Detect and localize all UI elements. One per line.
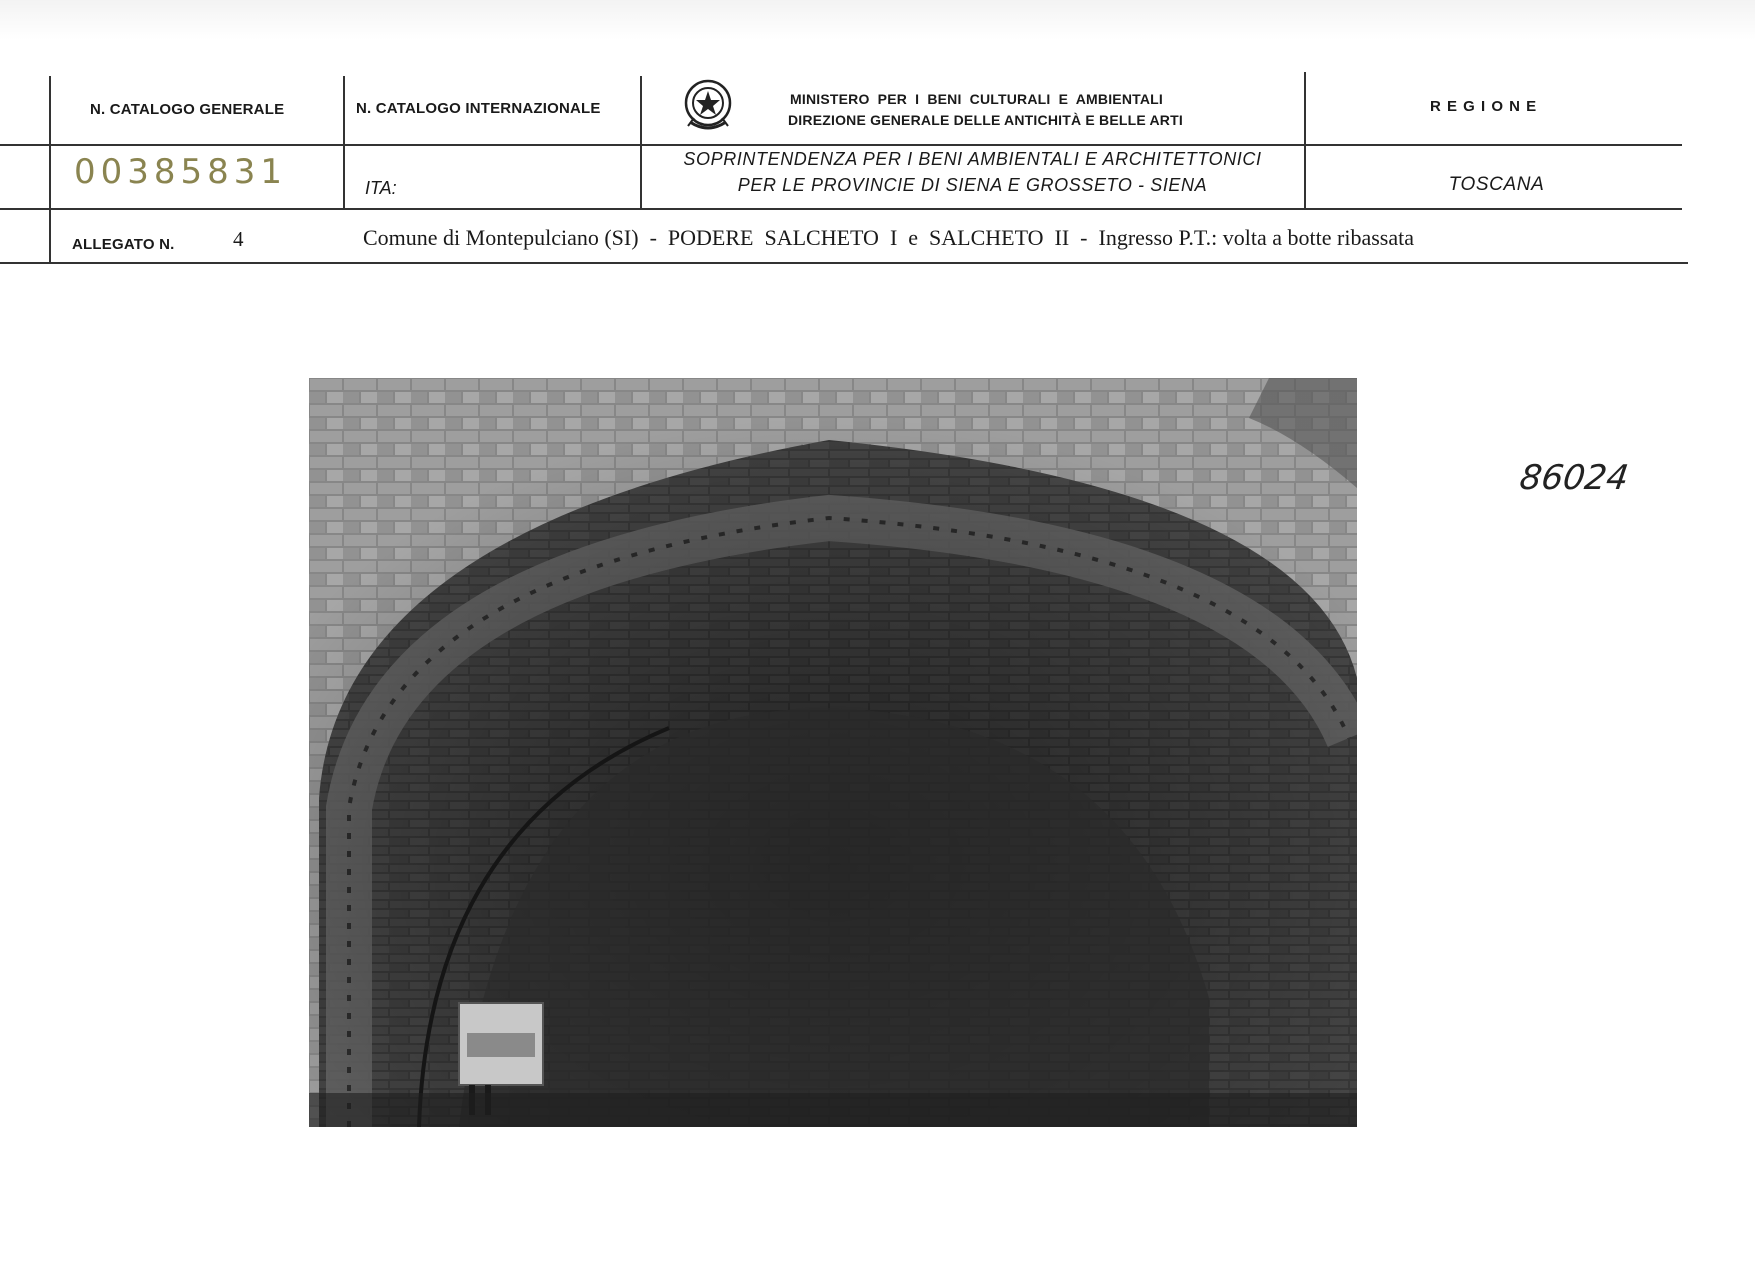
catalogo-generale-label: N. CATALOGO GENERALE [90,101,285,118]
regione-value: TOSCANA [1448,174,1545,195]
ministero-line-1: MINISTERO PER I BENI CULTURALI E AMBIENTALI [790,91,1164,107]
scan-top-shade [0,0,1755,40]
italian-republic-emblem-icon [682,78,734,136]
allegato-value: 4 [233,227,244,251]
allegato-label: ALLEGATO N. [72,236,175,253]
soprintendenza-line-2: PER LE PROVINCIE DI SIENA E GROSSETO - SIENA [737,175,1208,195]
header-col-line-1 [49,76,51,264]
header-col-line-2 [343,76,345,208]
handwritten-inventory-note: 86024 [1517,458,1631,498]
photo-description: Comune di Montepulciano (SI) - PODERE SALCHETO I e SALCHETO II - Ingresso P.T.: volta a botte ribassata [363,225,1414,250]
header-divider-1 [0,144,1682,146]
soprintendenza-line-1: SOPRINTENDENZA PER I BENI AMBIENTALI E ARCHITETTONICI [683,149,1262,169]
catalogo-generale-value: 00385831 [74,152,288,192]
ministero-line-2: DIREZIONE GENERALE DELLE ANTICHITÀ E BELLE ARTI [788,112,1183,128]
vault-photograph [309,378,1357,1127]
header-col-line-3 [640,76,642,208]
header-divider-3 [0,262,1688,264]
regione-label: R E G I O N E [1430,98,1538,115]
catalogo-internazionale-value: ITA: [365,178,397,198]
header-divider-2 [0,208,1682,210]
catalogo-internazionale-label: N. CATALOGO INTERNAZIONALE [356,100,601,117]
